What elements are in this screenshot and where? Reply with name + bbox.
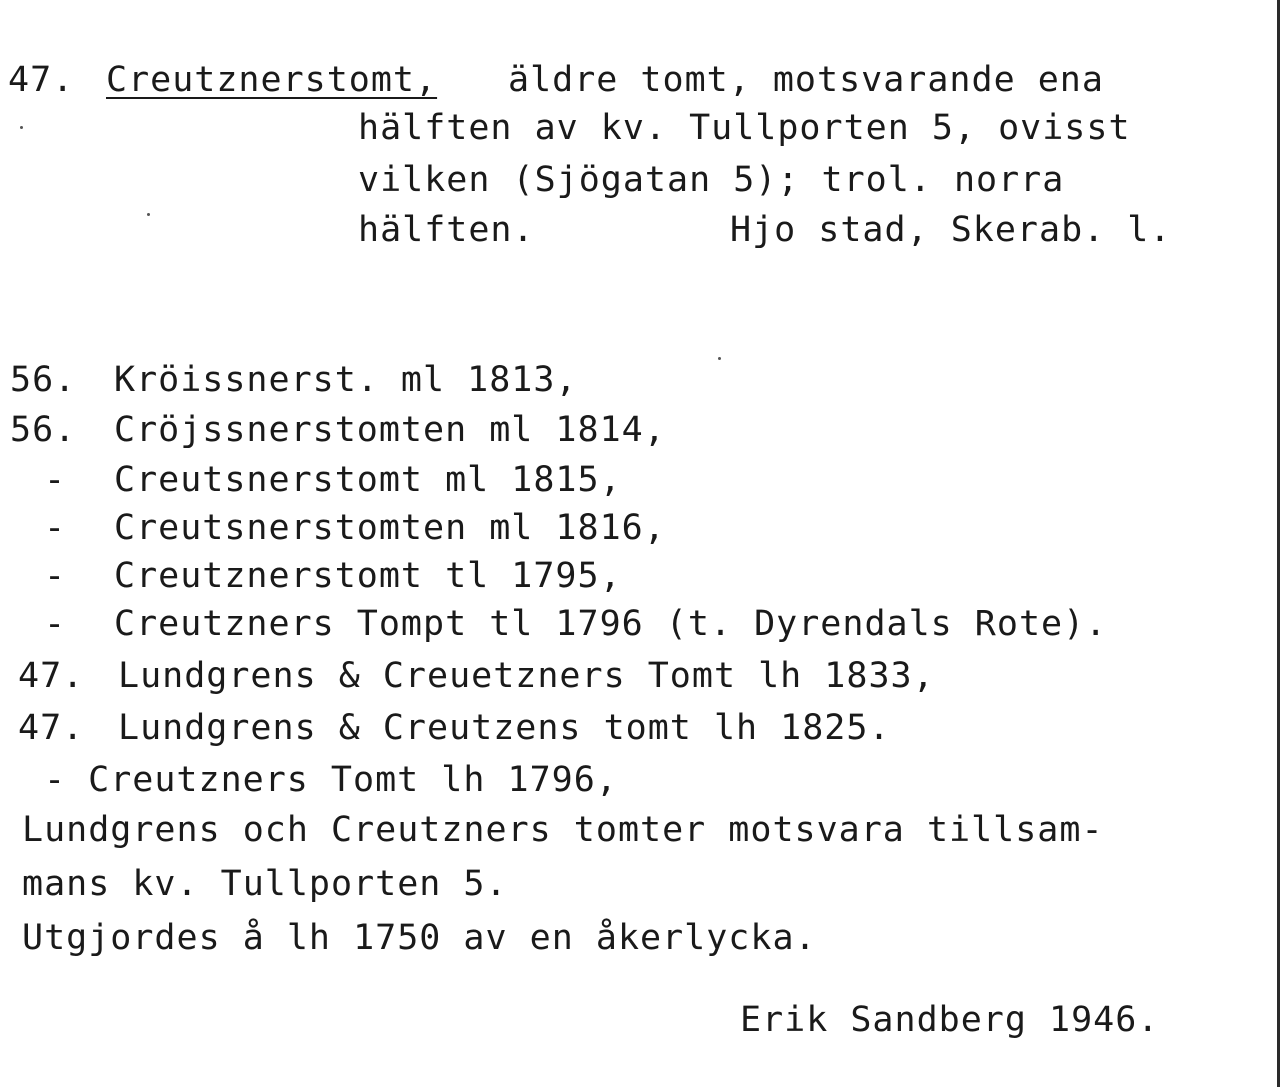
scan-speck <box>718 357 721 360</box>
entry-prefix: - <box>44 604 67 644</box>
entry-text: Creutsnerstomten ml 1816, <box>114 508 666 548</box>
note-line: mans kv. Tullporten 5. <box>22 864 508 904</box>
entry-text: Cröjssnerstomten ml 1814, <box>114 410 666 450</box>
scan-speck <box>147 213 150 216</box>
entry-prefix: - <box>44 508 67 548</box>
header-line4a: hälften. <box>358 210 535 250</box>
scan-speck <box>20 126 23 129</box>
header-line2: hälften av kv. Tullporten 5, ovisst <box>358 108 1131 148</box>
header-number: 47. <box>8 60 75 100</box>
header-name: Creutznerstomt, <box>106 60 438 100</box>
entry-prefix: 56. <box>10 410 77 450</box>
entry-text: Lundgrens & Creuetzners Tomt lh 1833, <box>118 656 935 696</box>
header-line4b: Hjo stad, Skerab. l. <box>730 210 1172 250</box>
card-edge <box>1277 0 1280 1087</box>
entry-text: - Creutzners Tomt lh 1796, <box>44 760 618 800</box>
entry-prefix: - <box>44 460 67 500</box>
header-line3: vilken (Sjögatan 5); trol. norra <box>358 160 1065 200</box>
entry-text: Creutsnerstomt ml 1815, <box>114 460 622 500</box>
header-line1: äldre tomt, motsvarande ena <box>508 60 1104 100</box>
entry-text: Creutzners Tompt tl 1796 (t. Dyrendals Rote). <box>114 604 1108 644</box>
entry-text: Creutznerstomt tl 1795, <box>114 556 622 596</box>
entry-prefix: - <box>44 556 67 596</box>
note-line: Utgjordes å lh 1750 av en åkerlycka. <box>22 918 817 958</box>
entry-text: Lundgrens & Creutzens tomt lh 1825. <box>118 708 891 748</box>
entry-prefix: 56. <box>10 360 77 400</box>
entry-text: Kröissnerst. ml 1813, <box>114 360 578 400</box>
entry-prefix: 47. <box>18 656 85 696</box>
signature: Erik Sandberg 1946. <box>740 1000 1160 1040</box>
entry-prefix: 47. <box>18 708 85 748</box>
note-line: Lundgrens och Creutzners tomter motsvara tillsam- <box>22 810 1104 850</box>
